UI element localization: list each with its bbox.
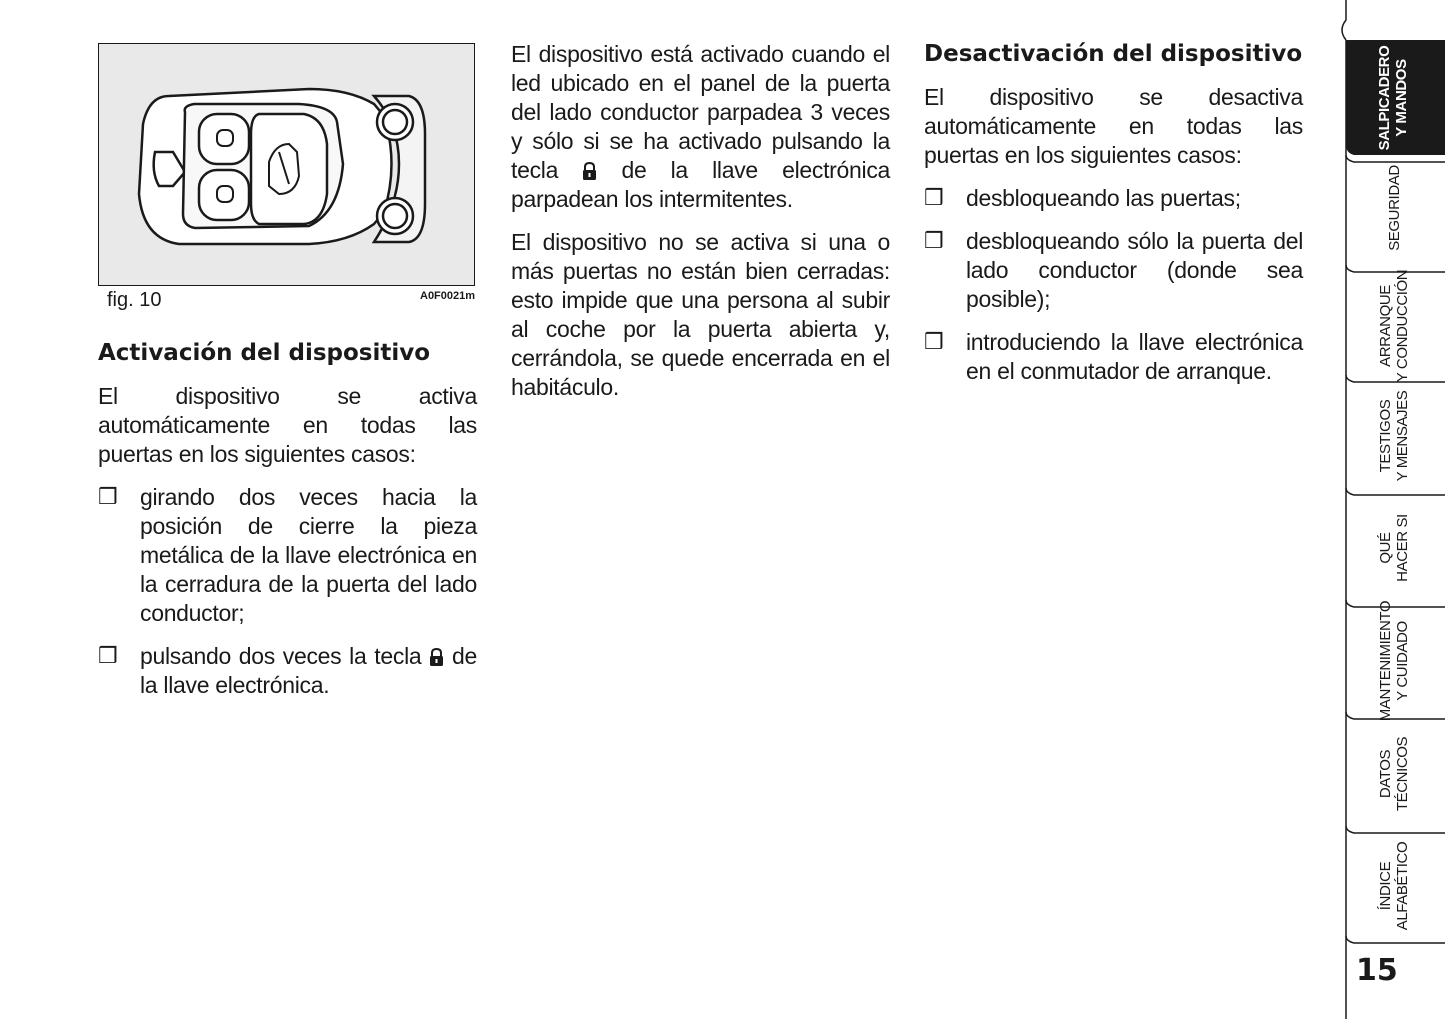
paragraph-text-before: El dispositivo está activado cuando el led ubicado en el panel de la puerta del lado conductor parpadea 3 veces y sólo si se ha activado pulsando la tecla (511, 41, 890, 183)
page-number: 15 (1356, 953, 1398, 988)
list-item-text: desbloqueando sólo la puerta del lado conductor (donde sea posible); (966, 228, 1303, 312)
bullet-box-icon: ❒ (924, 329, 944, 354)
list-item (98, 642, 477, 700)
list-item (98, 483, 477, 628)
activation-intro: El dispositivo se activa automáticamente en todas las puertas en los siguientes casos: (98, 383, 477, 467)
tab-testigos-y-mensajes[interactable]: TESTIGOS Y MENSAJES (1377, 390, 1411, 482)
list-item-text: desbloqueando las puertas; (966, 185, 1241, 211)
middle-column (511, 40, 890, 402)
activation-led-paragraph (511, 40, 890, 214)
paragraph-text-after: de la llave electrónica parpadean los intermitentes. (511, 157, 891, 212)
list-item-text: introduciendo la llave electrónica en el conmutador de arranque. (966, 329, 1303, 384)
figure-code: A0F0021m (420, 290, 476, 302)
tab-que-hacer-si[interactable]: QUÉ HACER SI (1377, 514, 1411, 582)
activation-list (98, 483, 477, 700)
bullet-box-icon: ❒ (924, 185, 944, 210)
padlock-icon (582, 162, 597, 180)
list-item (924, 328, 1303, 386)
tab-datos-tecnicos[interactable]: DATOS TÉCNICOS (1377, 736, 1411, 812)
left-column (98, 339, 477, 700)
deactivation-list (924, 184, 1303, 386)
deactivation-heading: Desactivación del dispositivo (924, 41, 1303, 67)
key-fob-figure (98, 43, 475, 286)
tab-arranque-y-conduccion[interactable]: ARRANQUE Y CONDUCCIÓN (1377, 269, 1411, 383)
tab-salpicadero-y-mandos[interactable]: SALPICADERO Y MANDOS (1376, 45, 1410, 151)
tab-seguridad[interactable]: SEGURIDAD (1386, 165, 1403, 251)
right-column (924, 40, 1303, 386)
bullet-box-icon: ❒ (98, 643, 118, 668)
bullet-box-icon: ❒ (924, 228, 944, 253)
tab-mantenimiento-y-cuidado[interactable]: MANTENIMIENTO Y CUIDADO (1377, 600, 1411, 722)
list-item (924, 184, 1303, 213)
bullet-box-icon: ❒ (98, 484, 118, 509)
figure-caption: fig. 10 (107, 289, 162, 311)
tab-indice-alfabetico[interactable]: ÍNDICE ALFABÉTICO (1377, 841, 1411, 931)
padlock-icon (429, 648, 444, 666)
list-item-text-after: de la llave electrónica. (140, 643, 478, 698)
not-activated-paragraph: El dispositivo no se activa si una o más puertas no están bien cerradas: esto impide que una persona al subir al coche por la puerta abierta y, cerrándola, se quede encerrada en el habitáculo. (511, 229, 890, 400)
list-item-text-before: pulsando dos veces la tecla (140, 643, 422, 669)
list-item (924, 227, 1303, 314)
key-fob-illustration (99, 44, 473, 284)
chapter-tabs (1336, 0, 1445, 1019)
activation-heading: Activación del dispositivo (98, 340, 431, 366)
list-item-text: girando dos veces hacia la posición de cierre la pieza metálica de la llave electrónica en la cerradura de la puerta del lado conductor; (140, 484, 477, 626)
deactivation-intro: El dispositivo se desactiva automáticamente en todas las puertas en los siguientes casos: (924, 84, 1303, 168)
